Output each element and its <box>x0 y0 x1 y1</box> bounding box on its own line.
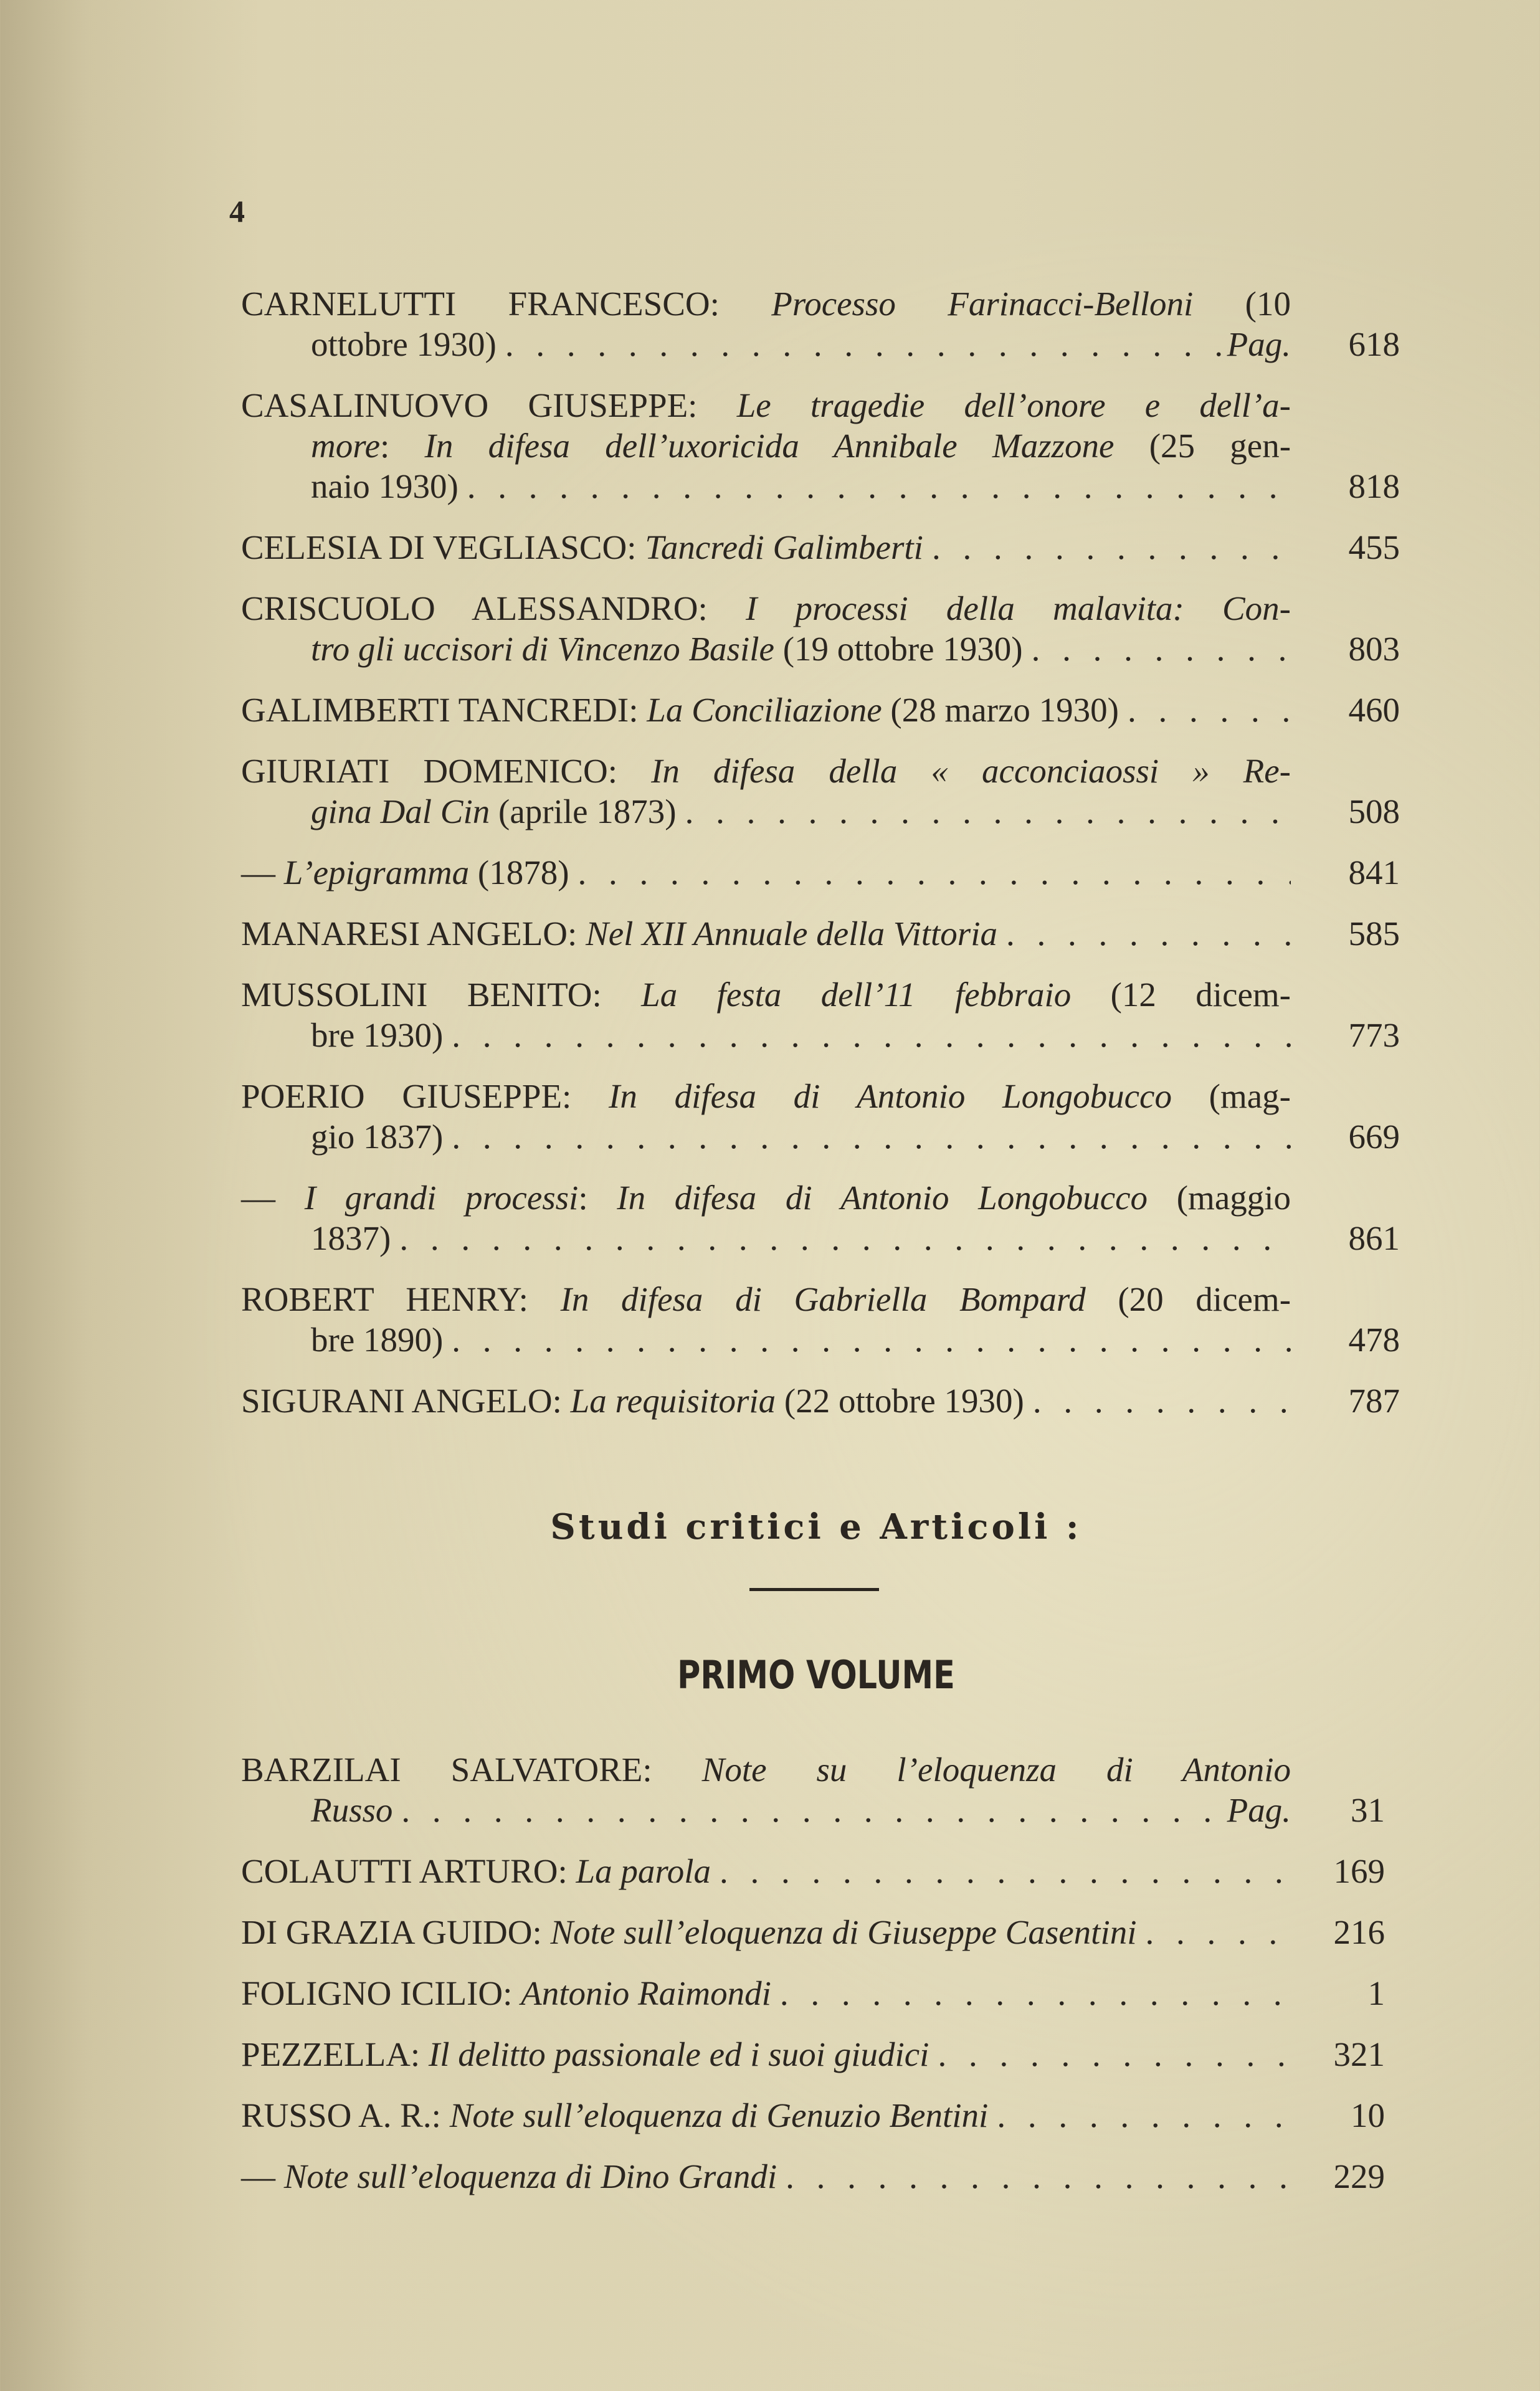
work-title: La festa dell’11 febbraio <box>641 976 1072 1014</box>
entry-text <box>241 1912 1291 1952</box>
entry-line <box>241 1319 1291 1360</box>
entry-line <box>241 629 1291 669</box>
dot-leader <box>988 2095 1291 2136</box>
entry-text-segment: bre 1930) <box>311 1016 444 1054</box>
entry-text-segment: — <box>241 853 284 891</box>
entry-text <box>241 2095 1291 2136</box>
work-title: Tancredi Galimberti <box>645 528 923 566</box>
entry-text <box>241 2034 1291 2075</box>
entry-text-segment: (28 marzo 1930) <box>882 691 1119 729</box>
dot-leader <box>459 466 1291 506</box>
entry-line <box>241 324 1291 364</box>
pag-label: Pag. <box>1227 325 1291 363</box>
dot-leader <box>677 791 1291 832</box>
entry-line <box>241 588 1291 629</box>
index-entry <box>241 751 1406 832</box>
entry-line <box>241 527 1291 568</box>
page-reference: 861 <box>1348 1219 1400 1257</box>
entry-text-segment: BARZILAI SALVATORE: <box>241 1751 702 1789</box>
entry-line <box>241 385 1291 425</box>
page-reference: 478 <box>1348 1321 1400 1359</box>
index-entry <box>241 1912 1406 1952</box>
index-entry <box>241 1177 1406 1258</box>
entry-text-segment: MANARESI ANGELO: <box>241 915 586 953</box>
index-list-studies <box>241 1749 1406 2217</box>
entry-text-segment: SIGURANI ANGELO: <box>241 1382 571 1420</box>
entry-text <box>241 1279 1291 1360</box>
dot-leader <box>569 852 1291 893</box>
entry-line <box>241 913 1291 954</box>
work-title: La Conciliazione <box>647 691 882 729</box>
dot-leader <box>1024 1381 1291 1421</box>
entry-line <box>241 1076 1291 1116</box>
work-title: Il delitto passionale ed i suoi giudici <box>428 2035 929 2073</box>
entry-text-segment: RUSSO A. R.: <box>241 2096 450 2134</box>
page-reference: 508 <box>1348 792 1400 830</box>
work-title: L’epigramma <box>283 853 470 891</box>
page-reference: 1 <box>1367 1974 1385 2012</box>
index-entry <box>241 527 1406 568</box>
page-reference: 841 <box>1348 853 1400 891</box>
dot-leader <box>929 2034 1291 2075</box>
index-entry <box>241 2034 1406 2075</box>
entry-text-segment: ROBERT HENRY: <box>241 1280 561 1318</box>
divider-rule <box>749 1588 879 1591</box>
page-reference: 229 <box>1333 2157 1385 2195</box>
entry-line <box>241 1177 1291 1218</box>
entry-line <box>241 852 1291 893</box>
entry-line <box>241 283 1291 324</box>
entry-line <box>241 1851 1291 1891</box>
index-entry <box>241 913 1406 954</box>
work-title: In difesa di Gabriella Bompard <box>560 1280 1086 1318</box>
index-entry <box>241 2095 1406 2136</box>
page-reference: 10 <box>1351 2096 1385 2134</box>
index-list-speeches <box>241 283 1406 1442</box>
page-reference: 455 <box>1348 528 1400 566</box>
work-title: tro gli uccisori di Vincenzo Basile <box>311 630 774 668</box>
dot-leader <box>711 1851 1291 1891</box>
entry-text <box>241 690 1291 730</box>
entry-text-segment: DI GRAZIA GUIDO: <box>241 1913 551 1951</box>
entry-text-segment: naio 1930) <box>311 467 459 505</box>
work-title: I grandi processi <box>304 1179 579 1217</box>
work-title: La parola <box>576 1852 711 1890</box>
work-title: Nel XII Annuale della Vittoria <box>586 915 997 953</box>
entry-text-segment: : <box>578 1179 617 1217</box>
index-entry <box>241 852 1406 893</box>
entry-text-segment: PEZZELLA: <box>241 2035 429 2073</box>
dot-leader <box>497 324 1227 364</box>
entry-text-segment: CELESIA DI VEGLIASCO: <box>241 528 645 566</box>
entry-text-segment: ottobre 1930) <box>311 325 497 363</box>
work-title: Note sull’eloquenza di Giuseppe Casentini <box>550 1913 1137 1951</box>
work-title: La requisitoria <box>570 1382 776 1420</box>
entry-text-segment: COLAUTTI ARTURO: <box>241 1852 576 1890</box>
entry-text-segment: GIURIATI DOMENICO: <box>241 752 652 790</box>
entry-text-segment: (mag- <box>1171 1077 1291 1115</box>
entry-text-segment: (10 <box>1193 285 1291 323</box>
work-title: In difesa della « acconciaossi » Re- <box>651 752 1291 790</box>
entry-text <box>241 2156 1291 2197</box>
entry-line <box>241 791 1291 832</box>
dot-leader <box>923 527 1291 568</box>
entry-line <box>241 690 1291 730</box>
entry-line <box>241 2156 1291 2197</box>
dot-leader <box>1023 629 1291 669</box>
section-heading: Studi critici e Articoli : <box>550 1506 1082 1547</box>
entry-text <box>241 1973 1291 2013</box>
work-title: I processi della malavita: Con- <box>745 589 1291 627</box>
work-title: gina Dal Cin <box>311 792 490 830</box>
page-reference: 321 <box>1333 2035 1385 2073</box>
entry-text-segment: POERIO GIUSEPPE: <box>241 1077 609 1115</box>
entry-text-segment: (20 dicem- <box>1085 1280 1291 1318</box>
entry-text <box>241 283 1291 364</box>
index-entry <box>241 1749 1406 1830</box>
pag-label: Pag. <box>1227 1791 1291 1829</box>
entry-text <box>241 1177 1291 1258</box>
entry-text <box>241 1381 1291 1421</box>
entry-text-segment: : <box>380 427 425 465</box>
entry-text-segment: 1837) <box>311 1219 391 1257</box>
dot-leader <box>443 1116 1291 1157</box>
entry-line <box>241 2095 1291 2136</box>
work-title: In difesa di Antonio Longobucco <box>617 1179 1148 1217</box>
entry-line <box>241 1381 1291 1421</box>
entry-line <box>241 1912 1291 1952</box>
dot-leader <box>997 913 1291 954</box>
page-reference: 773 <box>1348 1016 1400 1054</box>
index-entry <box>241 1973 1406 2013</box>
entry-text <box>241 588 1291 669</box>
dot-leader <box>391 1218 1291 1258</box>
work-title: Le tragedie dell’onore e dell’a- <box>736 386 1291 424</box>
index-entry <box>241 1279 1406 1360</box>
work-title: more <box>311 427 380 465</box>
entry-text-segment: CASALINUOVO GIUSEPPE: <box>241 386 737 424</box>
entry-text-segment: gio 1837) <box>311 1118 444 1156</box>
entry-text-segment: (19 ottobre 1930) <box>774 630 1023 668</box>
index-entry <box>241 2156 1406 2197</box>
entry-text-segment: — <box>241 1179 305 1217</box>
index-entry <box>241 1381 1406 1421</box>
entry-line <box>241 425 1291 466</box>
page-reference: 803 <box>1348 630 1400 668</box>
page-reference: 216 <box>1333 1913 1385 1951</box>
index-entry <box>241 283 1406 364</box>
dot-leader <box>777 2156 1291 2197</box>
entry-text-segment: MUSSOLINI BENITO: <box>241 976 642 1014</box>
page-reference: 818 <box>1348 467 1400 505</box>
work-title: Antonio Raimondi <box>521 1974 771 2012</box>
page-reference: 169 <box>1333 1852 1385 1890</box>
entry-text-segment: (1878) <box>469 853 569 891</box>
work-title: In difesa dell’uxoricida Annibale Mazzone <box>424 427 1115 465</box>
entry-text <box>241 385 1291 506</box>
page-reference: 669 <box>1348 1118 1400 1156</box>
dot-leader <box>392 1790 1227 1830</box>
work-title: Russo <box>311 1791 393 1829</box>
page-reference: 787 <box>1348 1382 1400 1420</box>
page-reference: 585 <box>1348 915 1400 953</box>
entry-text-segment: (aprile 1873) <box>490 792 677 830</box>
volume-heading: PRIMO VOLUME <box>677 1652 955 1698</box>
entry-line <box>241 1749 1291 1790</box>
entry-line <box>241 751 1291 791</box>
index-entry <box>241 1851 1406 1891</box>
entry-text <box>241 751 1291 832</box>
entry-text-segment: GALIMBERTI TANCREDI: <box>241 691 647 729</box>
entry-text-segment: FOLIGNO ICILIO: <box>241 1974 521 2012</box>
entry-text <box>241 1749 1291 1830</box>
entry-line <box>241 2034 1291 2075</box>
index-entry <box>241 588 1406 669</box>
entry-text-segment: (maggio <box>1148 1179 1291 1217</box>
dot-leader <box>771 1973 1291 2013</box>
entry-line <box>241 1116 1291 1157</box>
work-title: Note sull’eloquenza di Dino Grandi <box>283 2157 777 2195</box>
dot-leader <box>443 1319 1291 1360</box>
page-reference: 31 <box>1351 1791 1385 1829</box>
index-entry <box>241 1076 1406 1157</box>
entry-line <box>241 1279 1291 1319</box>
dot-leader <box>443 1015 1291 1055</box>
index-entry <box>241 974 1406 1055</box>
page-reference: 618 <box>1348 325 1400 363</box>
entry-text-segment: CRISCUOLO ALESSANDRO: <box>241 589 746 627</box>
entry-text-segment: (12 dicem- <box>1071 976 1291 1014</box>
entry-text-segment: (25 gen- <box>1114 427 1291 465</box>
entry-line <box>241 1790 1291 1830</box>
entry-line <box>241 1218 1291 1258</box>
dot-leader <box>1119 690 1291 730</box>
entry-text-segment: CARNELUTTI FRANCESCO: <box>241 285 772 323</box>
entry-line <box>241 974 1291 1015</box>
entry-text <box>241 1851 1291 1891</box>
work-title: Processo Farinacci-Belloni <box>771 285 1194 323</box>
entry-text <box>241 852 1291 893</box>
entry-text <box>241 974 1291 1055</box>
page-number: 4 <box>229 194 245 229</box>
work-title: In difesa di Antonio Longobucco <box>609 1077 1172 1115</box>
entry-text-segment: bre 1890) <box>311 1321 444 1359</box>
entry-line <box>241 1973 1291 2013</box>
work-title: Note su l’eloquenza di Antonio <box>701 1751 1291 1789</box>
page-reference: 460 <box>1348 691 1400 729</box>
entry-text-segment: — <box>241 2157 284 2195</box>
index-entry <box>241 385 1406 506</box>
entry-line <box>241 1015 1291 1055</box>
entry-line <box>241 466 1291 506</box>
entry-text-segment: (22 ottobre 1930) <box>776 1382 1024 1420</box>
work-title: Note sull’eloquenza di Genuzio Bentini <box>449 2096 989 2134</box>
entry-text <box>241 527 1291 568</box>
dot-leader <box>1137 1912 1291 1952</box>
entry-text <box>241 913 1291 954</box>
index-entry <box>241 690 1406 730</box>
entry-text <box>241 1076 1291 1157</box>
